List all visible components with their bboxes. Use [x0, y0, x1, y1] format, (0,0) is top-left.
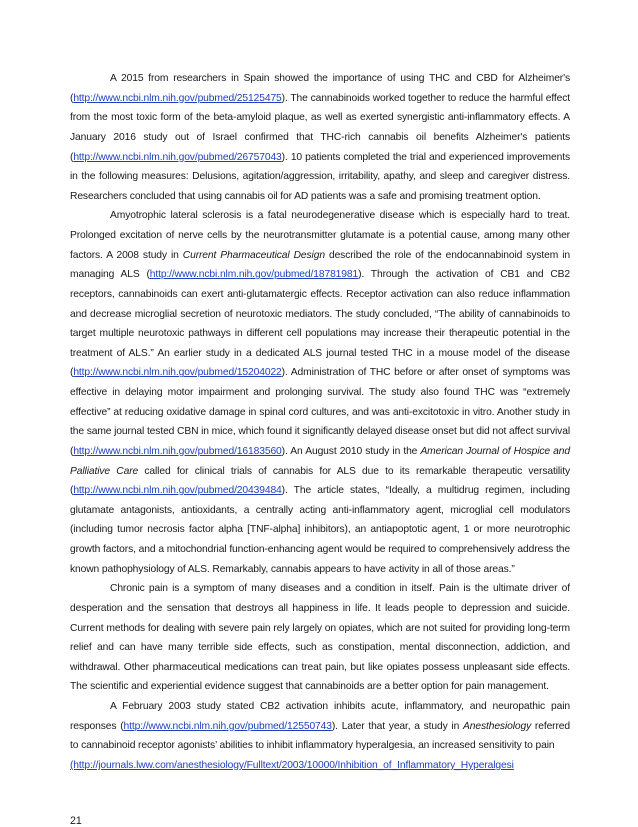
paragraph-text: A February 2003 study stated CB2 activation inhibits acute, inflammatory, and neuropathic pain responses ( — [70, 701, 570, 732]
journal-title: Current Pharmaceutical Design — [182, 249, 325, 261]
paragraph-text: ). The cannabinoids worked together to reduce the harmful effect from the most toxic form of the beta-amyloid plaque, as well as exerted synergistic anti-inflammatory effects. A January 2016 study out of Israel confirmed that THC-rich cannabis oil benefits Alzheimer's patients ( — [70, 92, 570, 163]
paragraph-text: described the role of the endocannabinoid system in managing ALS ( — [70, 249, 570, 281]
paragraph-list — [70, 69, 570, 756]
paragraph-text: ). The article states, “Ideally, a multidrug regimen, including glutamate antagonists, antioxidants, a centrally acting anti-inflammatory agent, microglial cell modulators (including tumor necrosis factor alpha [TNF-alpha] inhibitors), an antiapoptotic agent, 1 or more neurotrophic growth factors, and a mitochondrial function-enhancing agent would be required to comprehensively address the known pathophysiology of ALS. Remarkably, cannabis appears to have activity in all of those areas.” — [70, 485, 570, 575]
paragraph-text: Amyotrophic lateral sclerosis is a fatal neurodegenerative disease which is especially hard to treat. Prolonged excitation of nerve cells by the neurotransmitter glutamate is a potential cause, among many other factors. A 2008 study in — [70, 210, 570, 261]
journal-title: American Journal of Hospice and Palliative Care — [70, 445, 570, 477]
paragraph-text: Chronic pain is a symptom of many diseases and a condition in itself. Pain is the ultimate driver of desperation and the sensation that destroys all happiness in life. It leads people to depression and suicide. Current methods for dealing with severe pain rely largely on opiates, which are not suited for providing long-term relief and can have many terrible side effects, such as constipation, mental disconnection, addiction, and withdrawal. Other pharmaceutical medications can treat pain, but like opiates possess unpleasant side effects. The scientific and experiential evidence suggest that cannabinoids are a better option for pain management. — [70, 583, 570, 693]
trailing-url-link[interactable]: (http://journals.lww.com/anesthesiology/Fulltext/2003/10000/Inhibition_of_Inflammatory_Hyperalgesi — [70, 759, 514, 771]
paragraph-text: ). Administration of THC before or after onset of symptoms was effective in delaying motor impairment and prolonging survival. The study also found THC was “extremely effective” at reducing oxidative damage in spinal cord cultures, and was anti-excitotoxic in vitro. Another study in the same journal tested CBN in mice, which found it significantly delayed disease onset but did not affect survival ( — [70, 367, 570, 457]
pubmed-link[interactable]: http://www.ncbi.nlm.nih.gov/pubmed/20439484 — [73, 485, 282, 497]
paragraph-text: referred to cannabinoid receptor agonists’ abilities to inhibit inflammatory hyperalgesia, an increased sensitivity to pain — [70, 720, 571, 752]
paragraph — [70, 697, 570, 756]
paragraph-text: ). An August 2010 study in the — [281, 445, 421, 457]
journal-title: Anesthesiology — [462, 720, 532, 732]
pubmed-link[interactable]: http://www.ncbi.nlm.nih.gov/pubmed/15204022 — [73, 367, 282, 379]
paragraph — [70, 69, 570, 206]
paragraph-text: ). 10 patients completed the trial and experienced improvements in the following measures: Delusions, agitation/aggression, irritability, apathy, and sleep and caregiver distress. Researchers concluded that using cannabis oil for AD patients was a safe and promising treatment option. — [70, 151, 570, 202]
paragraph-text: ). Later that year, a study in — [331, 720, 463, 732]
paragraph-text: ). Through the activation of CB1 and CB2 receptors, cannabinoids can exert anti-glutamatergic effects. Receptor activation can also reduce inflammation and decrease microglial secretion of neurotoxic mediators. The study concluded, “The ability of cannabinoids to target multiple neurotoxic pathways in different cell populations may increase their therapeutic potential in the treatment of ALS.” An earlier study in a dedicated ALS journal tested THC in a mouse model of the disease ( — [70, 269, 570, 379]
paragraph-text: A 2015 from researchers in Spain showed the importance of using THC and CBD for Alzheimer's ( — [70, 73, 570, 104]
pubmed-link[interactable]: http://www.ncbi.nlm.nih.gov/pubmed/25125475 — [73, 92, 282, 104]
paragraph-text: called for clinical trials of cannabis for ALS due to its remarkable therapeutic versatility ( — [70, 465, 570, 497]
page-number: 21 — [70, 815, 82, 827]
paragraph — [70, 579, 570, 697]
paragraph — [70, 206, 570, 579]
pubmed-link[interactable]: http://www.ncbi.nlm.nih.gov/pubmed/26757043 — [73, 151, 282, 163]
pubmed-link[interactable]: http://www.ncbi.nlm.nih.gov/pubmed/18781981 — [149, 269, 359, 281]
pubmed-link[interactable]: http://www.ncbi.nlm.nih.gov/pubmed/16183560 — [73, 445, 282, 457]
document-body — [70, 69, 570, 776]
trailing-url-line — [70, 756, 570, 776]
pubmed-link[interactable]: http://www.ncbi.nlm.nih.gov/pubmed/12550743 — [123, 720, 332, 732]
